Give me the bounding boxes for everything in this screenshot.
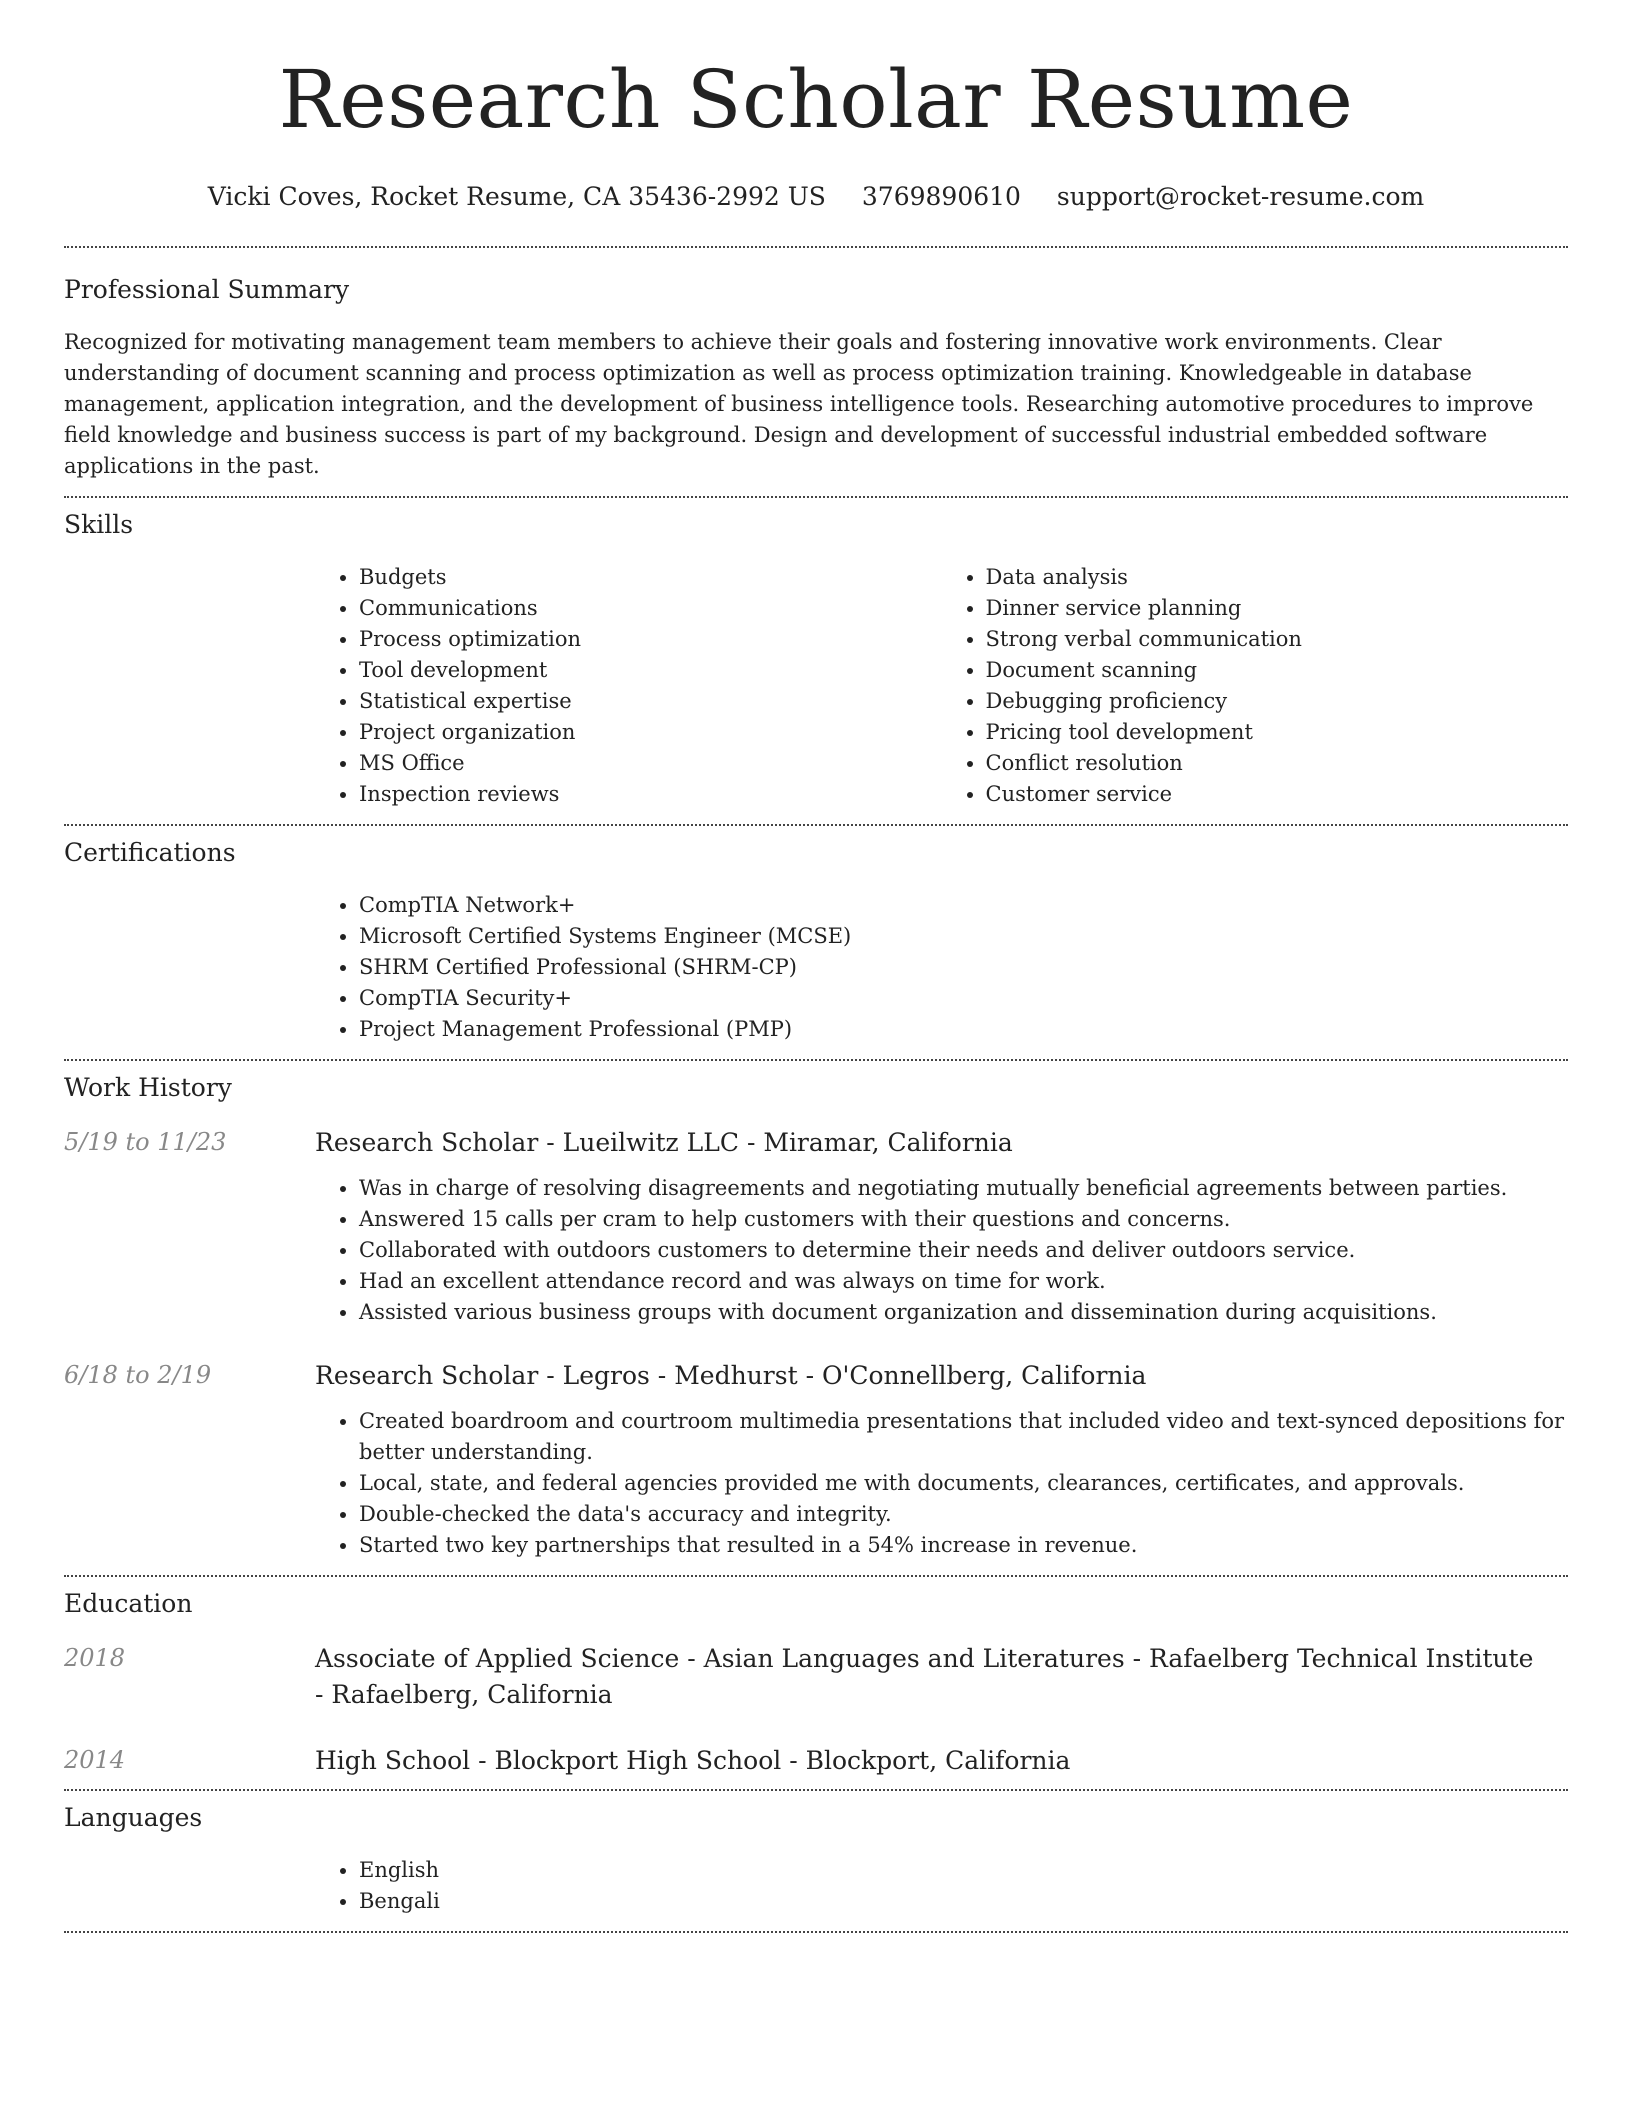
summary-section [64,248,1568,496]
job-dates: 5/19 to 11/23 [64,1128,227,1156]
list-item: • Conflict resolution [986,748,1569,779]
list-item: • SHRM Certified Professional (SHRM-CP) [359,952,1568,983]
job-title: Research Scholar - Lueilwitz LLC - Miramar, California [315,1128,1013,1157]
languages-section [64,1791,1568,1931]
list-item: • Assisted various business groups with document organization and dissemination during acquisitions. [359,1297,1568,1328]
job-dates: 6/18 to 2/19 [64,1361,212,1389]
list-item: • Started two key partnerships that resulted in a 54% increase in revenue. [359,1530,1568,1561]
list-item: • Inspection reviews [359,779,942,810]
education-year: 2014 [64,1746,126,1774]
job-entry [64,1125,1568,1161]
list-item: • Microsoft Certified Systems Engineer (MCSE) [359,921,1568,952]
contact-address: Vicki Coves, Rocket Resume, CA 35436-2992 US [207,182,826,211]
languages-heading: Languages [64,1803,203,1832]
list-item: • Data analysis [986,562,1569,593]
skills-list-right [942,562,1569,810]
list-item: • Double-checked the data's accuracy and integrity. [359,1499,1568,1530]
certifications-list [315,890,1568,1045]
education-title: High School - Blockport High School - Blockport, California [315,1746,1071,1775]
list-item: • Statistical expertise [359,686,942,717]
certifications-body [315,890,1568,1045]
list-item: • Dinner service planning [986,593,1569,624]
list-item: • Communications [359,593,942,624]
list-item: • Had an excellent attendance record and was always on time for work. [359,1266,1568,1297]
list-item: • Tool development [359,655,942,686]
list-item: • Strong verbal communication [986,624,1569,655]
education-entry [64,1641,1568,1713]
resume-title: Research Scholar Resume [278,53,1354,146]
job-entry [64,1358,1568,1394]
list-item: • CompTIA Security+ [359,983,1568,1014]
summary-heading: Professional Summary [64,275,350,304]
list-item: • MS Office [359,748,942,779]
contact-line [64,180,1568,214]
job-bullets-wrap [315,1173,1568,1328]
skills-columns [315,562,1568,810]
list-item: • Answered 15 calls per cram to help customers with their questions and concerns. [359,1204,1568,1235]
list-item: • Created boardroom and courtroom multimedia presentations that included video and text-synced depositions for better understanding. [359,1406,1568,1468]
list-item: • English [359,1855,1568,1886]
education-title: Associate of Applied Science - Asian Languages and Literatures - Rafaelberg Technical Institute - Rafaelberg, California [315,1644,1534,1709]
languages-body [315,1855,1568,1917]
list-item: • Document scanning [986,655,1569,686]
list-item: • Customer service [986,779,1569,810]
job-bullets [315,1406,1568,1561]
certifications-heading: Certifications [64,838,236,867]
skills-list-left [315,562,942,810]
job-title: Research Scholar - Legros - Medhurst - O'Connellberg, California [315,1361,1147,1390]
list-item: • Process optimization [359,624,942,655]
job-bullets-wrap [315,1406,1568,1561]
education-year: 2018 [64,1644,126,1672]
list-item: • Project organization [359,717,942,748]
education-entry [64,1743,1568,1779]
summary-text: Recognized for motivating management team members to achieve their goals and fostering innovative work environments. Clear understanding of document scanning and process optimization as well as process optimization training. Knowledgeable in database management, application integration, and the development of business intelligence tools. Researching automotive procedures to improve field knowledge and business success is part of my background. Design and development of successful industrial embedded software applications in the past. [64,330,1534,478]
contact-email: support@rocket-resume.com [1056,182,1425,211]
work-heading: Work History [64,1073,232,1102]
list-item: • Was in charge of resolving disagreements and negotiating mutually beneficial agreements between parties. [359,1173,1568,1204]
list-item: • Budgets [359,562,942,593]
list-item: • Project Management Professional (PMP) [359,1014,1568,1045]
list-item: • Bengali [359,1886,1568,1917]
list-item: • Collaborated with outdoors customers to determine their needs and deliver outdoors service. [359,1235,1568,1266]
contact-phone: 3769890610 [861,182,1021,211]
list-item: • Pricing tool development [986,717,1569,748]
work-section [64,1061,1568,1575]
list-item: • Debugging proficiency [986,686,1569,717]
languages-list [315,1855,1568,1917]
education-section [64,1577,1568,1789]
skills-heading: Skills [64,510,134,539]
list-item: • CompTIA Network+ [359,890,1568,921]
certifications-section [64,826,1568,1059]
job-bullets [315,1173,1568,1328]
list-item: • Local, state, and federal agencies provided me with documents, clearances, certificates, and approvals. [359,1468,1568,1499]
skills-section [64,498,1568,824]
education-heading: Education [64,1589,193,1618]
divider [64,1931,1568,1933]
